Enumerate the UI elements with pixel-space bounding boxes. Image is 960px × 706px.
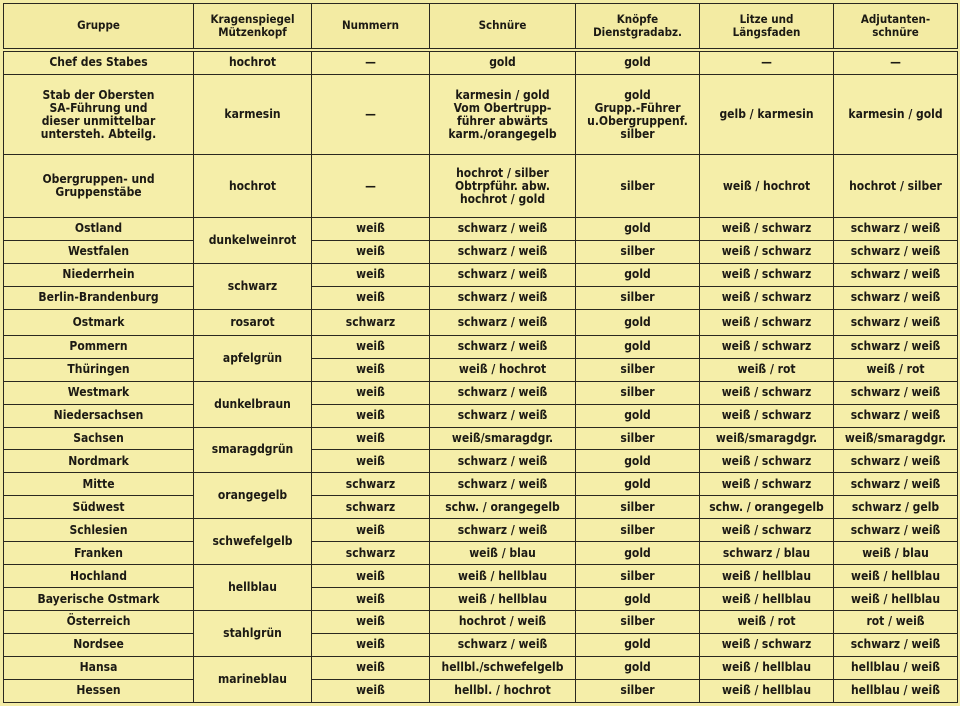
header-gruppe: Gruppe bbox=[4, 4, 194, 50]
cell-kragenspiegel: orangegelb bbox=[194, 473, 312, 519]
cell-gruppe: Sachsen bbox=[4, 427, 194, 450]
cell-gruppe: Hansa bbox=[4, 656, 194, 679]
cell-adjutantenschnuere: schwarz / weiß bbox=[834, 335, 958, 358]
cell-schnuere: schwarz / weiß bbox=[430, 217, 576, 240]
cell-gruppe: Bayerische Ostmark bbox=[4, 588, 194, 611]
cell-adjutantenschnuere: weiß / rot bbox=[834, 358, 958, 381]
cell-adjutantenschnuere: schwarz / weiß bbox=[834, 404, 958, 427]
cell-nummern: weiß bbox=[312, 565, 430, 588]
cell-litze: weiß / hochrot bbox=[700, 155, 834, 218]
cell-kragenspiegel: karmesin bbox=[194, 75, 312, 155]
cell-knoepfe: silber bbox=[576, 358, 700, 381]
cell-gruppe: Stab der Obersten SA-Führung und dieser unmittelbar untersteh. Abteilg. bbox=[4, 75, 194, 155]
cell-gruppe: Niederrhein bbox=[4, 263, 194, 286]
cell-schnuere: schwarz / weiß bbox=[430, 263, 576, 286]
cell-knoepfe: gold bbox=[576, 263, 700, 286]
cell-knoepfe: silber bbox=[576, 611, 700, 634]
cell-gruppe: Nordmark bbox=[4, 450, 194, 473]
cell-schnuere: karmesin / gold Vom Obertrupp- führer abwärts karm./orangegelb bbox=[430, 75, 576, 155]
header-nummern: Nummern bbox=[312, 4, 430, 50]
cell-knoepfe: gold bbox=[576, 633, 700, 656]
cell-adjutantenschnuere: schwarz / weiß bbox=[834, 450, 958, 473]
table-row bbox=[4, 656, 958, 679]
table-row bbox=[4, 588, 958, 611]
cell-adjutantenschnuere: hochrot / silber bbox=[834, 155, 958, 218]
cell-nummern: weiß bbox=[312, 286, 430, 309]
cell-kragenspiegel: stahlgrün bbox=[194, 611, 312, 657]
cell-adjutantenschnuere: hellblau / weiß bbox=[834, 679, 958, 702]
cell-adjutantenschnuere: schwarz / weiß bbox=[834, 519, 958, 542]
cell-knoepfe: silber bbox=[576, 155, 700, 218]
cell-gruppe: Mitte bbox=[4, 473, 194, 496]
cell-knoepfe: silber bbox=[576, 427, 700, 450]
cell-nummern: weiß bbox=[312, 404, 430, 427]
cell-schnuere: schw. / orangegelb bbox=[430, 496, 576, 519]
cell-gruppe: Westfalen bbox=[4, 240, 194, 263]
cell-nummern: weiß bbox=[312, 335, 430, 358]
cell-knoepfe: gold Grupp.-Führer u.Obergruppenf. silber bbox=[576, 75, 700, 155]
cell-gruppe: Südwest bbox=[4, 496, 194, 519]
cell-schnuere: weiß/smaragdgr. bbox=[430, 427, 576, 450]
cell-nummern: — bbox=[312, 75, 430, 155]
cell-schnuere: schwarz / weiß bbox=[430, 519, 576, 542]
cell-schnuere: hellbl./schwefelgelb bbox=[430, 656, 576, 679]
cell-gruppe: Nordsee bbox=[4, 633, 194, 656]
cell-knoepfe: gold bbox=[576, 217, 700, 240]
header-kragenspiegel: Kragenspiegel Mützenkopf bbox=[194, 4, 312, 50]
table-row bbox=[4, 519, 958, 542]
cell-litze: weiß / rot bbox=[700, 611, 834, 634]
cell-litze: weiß / schwarz bbox=[700, 633, 834, 656]
table-row bbox=[4, 679, 958, 702]
table-row bbox=[4, 542, 958, 565]
cell-litze: weiß / schwarz bbox=[700, 240, 834, 263]
cell-litze: weiß / schwarz bbox=[700, 335, 834, 358]
table-row bbox=[4, 427, 958, 450]
table-row bbox=[4, 263, 958, 286]
cell-adjutantenschnuere: schwarz / weiß bbox=[834, 309, 958, 335]
cell-adjutantenschnuere: — bbox=[834, 50, 958, 75]
cell-litze: weiß / schwarz bbox=[700, 309, 834, 335]
cell-kragenspiegel: schwefelgelb bbox=[194, 519, 312, 565]
cell-litze: weiß / schwarz bbox=[700, 519, 834, 542]
cell-litze: weiß / hellblau bbox=[700, 656, 834, 679]
cell-adjutantenschnuere: karmesin / gold bbox=[834, 75, 958, 155]
cell-nummern: schwarz bbox=[312, 473, 430, 496]
table-row bbox=[4, 381, 958, 404]
cell-litze: weiß / schwarz bbox=[700, 473, 834, 496]
cell-kragenspiegel: marineblau bbox=[194, 656, 312, 702]
cell-knoepfe: gold bbox=[576, 588, 700, 611]
cell-nummern: — bbox=[312, 155, 430, 218]
cell-knoepfe: gold bbox=[576, 656, 700, 679]
table-row bbox=[4, 286, 958, 309]
cell-kragenspiegel: hellblau bbox=[194, 565, 312, 611]
cell-litze: weiß / schwarz bbox=[700, 404, 834, 427]
cell-litze: schwarz / blau bbox=[700, 542, 834, 565]
cell-gruppe: Obergruppen- und Gruppenstäbe bbox=[4, 155, 194, 218]
cell-nummern: — bbox=[312, 50, 430, 75]
cell-knoepfe: silber bbox=[576, 519, 700, 542]
cell-gruppe: Ostmark bbox=[4, 309, 194, 335]
cell-knoepfe: gold bbox=[576, 542, 700, 565]
cell-knoepfe: silber bbox=[576, 679, 700, 702]
table-row bbox=[4, 309, 958, 335]
cell-gruppe: Pommern bbox=[4, 335, 194, 358]
cell-schnuere: schwarz / weiß bbox=[430, 309, 576, 335]
cell-litze: gelb / karmesin bbox=[700, 75, 834, 155]
cell-litze: weiß / hellblau bbox=[700, 588, 834, 611]
cell-gruppe: Franken bbox=[4, 542, 194, 565]
cell-schnuere: hochrot / weiß bbox=[430, 611, 576, 634]
cell-litze: weiß / rot bbox=[700, 358, 834, 381]
cell-litze: weiß / schwarz bbox=[700, 381, 834, 404]
cell-schnuere: weiß / hochrot bbox=[430, 358, 576, 381]
table-row bbox=[4, 217, 958, 240]
cell-litze: schw. / orangegelb bbox=[700, 496, 834, 519]
cell-litze: weiß / schwarz bbox=[700, 450, 834, 473]
cell-kragenspiegel: rosarot bbox=[194, 309, 312, 335]
cell-schnuere: schwarz / weiß bbox=[430, 286, 576, 309]
cell-kragenspiegel: schwarz bbox=[194, 263, 312, 309]
cell-litze: weiß / schwarz bbox=[700, 217, 834, 240]
cell-nummern: weiß bbox=[312, 633, 430, 656]
cell-nummern: weiß bbox=[312, 217, 430, 240]
cell-schnuere: weiß / hellblau bbox=[430, 588, 576, 611]
cell-adjutantenschnuere: weiß / hellblau bbox=[834, 565, 958, 588]
cell-nummern: weiß bbox=[312, 519, 430, 542]
cell-knoepfe: gold bbox=[576, 404, 700, 427]
cell-knoepfe: gold bbox=[576, 50, 700, 75]
cell-schnuere: schwarz / weiß bbox=[430, 450, 576, 473]
cell-adjutantenschnuere: schwarz / weiß bbox=[834, 217, 958, 240]
cell-knoepfe: silber bbox=[576, 381, 700, 404]
cell-schnuere: schwarz / weiß bbox=[430, 473, 576, 496]
cell-knoepfe: silber bbox=[576, 565, 700, 588]
cell-knoepfe: silber bbox=[576, 496, 700, 519]
table-row bbox=[4, 633, 958, 656]
uniform-color-table bbox=[3, 3, 958, 703]
table-row bbox=[4, 565, 958, 588]
cell-adjutantenschnuere: weiß / hellblau bbox=[834, 588, 958, 611]
cell-gruppe: Österreich bbox=[4, 611, 194, 634]
table-row bbox=[4, 496, 958, 519]
cell-schnuere: weiß / hellblau bbox=[430, 565, 576, 588]
cell-nummern: weiß bbox=[312, 679, 430, 702]
cell-litze: weiß / schwarz bbox=[700, 263, 834, 286]
cell-adjutantenschnuere: schwarz / weiß bbox=[834, 263, 958, 286]
header-schnuere: Schnüre bbox=[430, 4, 576, 50]
cell-nummern: weiß bbox=[312, 427, 430, 450]
cell-nummern: weiß bbox=[312, 611, 430, 634]
cell-knoepfe: gold bbox=[576, 473, 700, 496]
cell-gruppe: Niedersachsen bbox=[4, 404, 194, 427]
table-row bbox=[4, 450, 958, 473]
cell-kragenspiegel: apfelgrün bbox=[194, 335, 312, 381]
cell-kragenspiegel: dunkelweinrot bbox=[194, 217, 312, 263]
cell-nummern: weiß bbox=[312, 656, 430, 679]
cell-adjutantenschnuere: schwarz / weiß bbox=[834, 286, 958, 309]
cell-adjutantenschnuere: hellblau / weiß bbox=[834, 656, 958, 679]
table-row bbox=[4, 50, 958, 75]
cell-schnuere: hochrot / silber Obtrpführ. abw. hochrot / gold bbox=[430, 155, 576, 218]
cell-knoepfe: silber bbox=[576, 286, 700, 309]
cell-knoepfe: gold bbox=[576, 450, 700, 473]
cell-litze: weiß / hellblau bbox=[700, 565, 834, 588]
cell-schnuere: schwarz / weiß bbox=[430, 381, 576, 404]
cell-gruppe: Westmark bbox=[4, 381, 194, 404]
cell-kragenspiegel: dunkelbraun bbox=[194, 381, 312, 427]
cell-kragenspiegel: hochrot bbox=[194, 50, 312, 75]
cell-adjutantenschnuere: schwarz / weiß bbox=[834, 633, 958, 656]
cell-schnuere: hellbl. / hochrot bbox=[430, 679, 576, 702]
cell-schnuere: schwarz / weiß bbox=[430, 404, 576, 427]
cell-gruppe: Hochland bbox=[4, 565, 194, 588]
table-row bbox=[4, 358, 958, 381]
cell-adjutantenschnuere: schwarz / weiß bbox=[834, 240, 958, 263]
cell-gruppe: Thüringen bbox=[4, 358, 194, 381]
cell-adjutantenschnuere: schwarz / gelb bbox=[834, 496, 958, 519]
cell-gruppe: Berlin-Brandenburg bbox=[4, 286, 194, 309]
table-row bbox=[4, 404, 958, 427]
cell-knoepfe: gold bbox=[576, 309, 700, 335]
cell-litze: weiß/smaragdgr. bbox=[700, 427, 834, 450]
cell-litze: weiß / schwarz bbox=[700, 286, 834, 309]
cell-schnuere: schwarz / weiß bbox=[430, 335, 576, 358]
cell-nummern: weiß bbox=[312, 450, 430, 473]
cell-schnuere: schwarz / weiß bbox=[430, 633, 576, 656]
cell-adjutantenschnuere: rot / weiß bbox=[834, 611, 958, 634]
cell-gruppe: Ostland bbox=[4, 217, 194, 240]
cell-nummern: weiß bbox=[312, 381, 430, 404]
cell-litze: — bbox=[700, 50, 834, 75]
cell-gruppe: Chef des Stabes bbox=[4, 50, 194, 75]
cell-gruppe: Hessen bbox=[4, 679, 194, 702]
cell-adjutantenschnuere: schwarz / weiß bbox=[834, 381, 958, 404]
header-litze: Litze und Längsfaden bbox=[700, 4, 834, 50]
table-row bbox=[4, 611, 958, 634]
cell-kragenspiegel: hochrot bbox=[194, 155, 312, 218]
cell-schnuere: gold bbox=[430, 50, 576, 75]
cell-adjutantenschnuere: schwarz / weiß bbox=[834, 473, 958, 496]
table-row bbox=[4, 75, 958, 155]
table-row bbox=[4, 155, 958, 218]
table-row bbox=[4, 335, 958, 358]
cell-nummern: weiß bbox=[312, 358, 430, 381]
cell-schnuere: weiß / blau bbox=[430, 542, 576, 565]
header-adjutantenschnuere: Adjutanten- schnüre bbox=[834, 4, 958, 50]
table-row bbox=[4, 473, 958, 496]
cell-schnuere: schwarz / weiß bbox=[430, 240, 576, 263]
table-row bbox=[4, 240, 958, 263]
cell-knoepfe: silber bbox=[576, 240, 700, 263]
cell-nummern: weiß bbox=[312, 588, 430, 611]
cell-knoepfe: gold bbox=[576, 335, 700, 358]
cell-litze: weiß / hellblau bbox=[700, 679, 834, 702]
cell-nummern: schwarz bbox=[312, 542, 430, 565]
cell-nummern: weiß bbox=[312, 263, 430, 286]
cell-nummern: schwarz bbox=[312, 309, 430, 335]
cell-nummern: schwarz bbox=[312, 496, 430, 519]
header-knoepfe: Knöpfe Dienstgradabz. bbox=[576, 4, 700, 50]
cell-gruppe: Schlesien bbox=[4, 519, 194, 542]
cell-adjutantenschnuere: weiß / blau bbox=[834, 542, 958, 565]
cell-nummern: weiß bbox=[312, 240, 430, 263]
header-row bbox=[4, 4, 958, 50]
cell-adjutantenschnuere: weiß/smaragdgr. bbox=[834, 427, 958, 450]
cell-kragenspiegel: smaragdgrün bbox=[194, 427, 312, 473]
